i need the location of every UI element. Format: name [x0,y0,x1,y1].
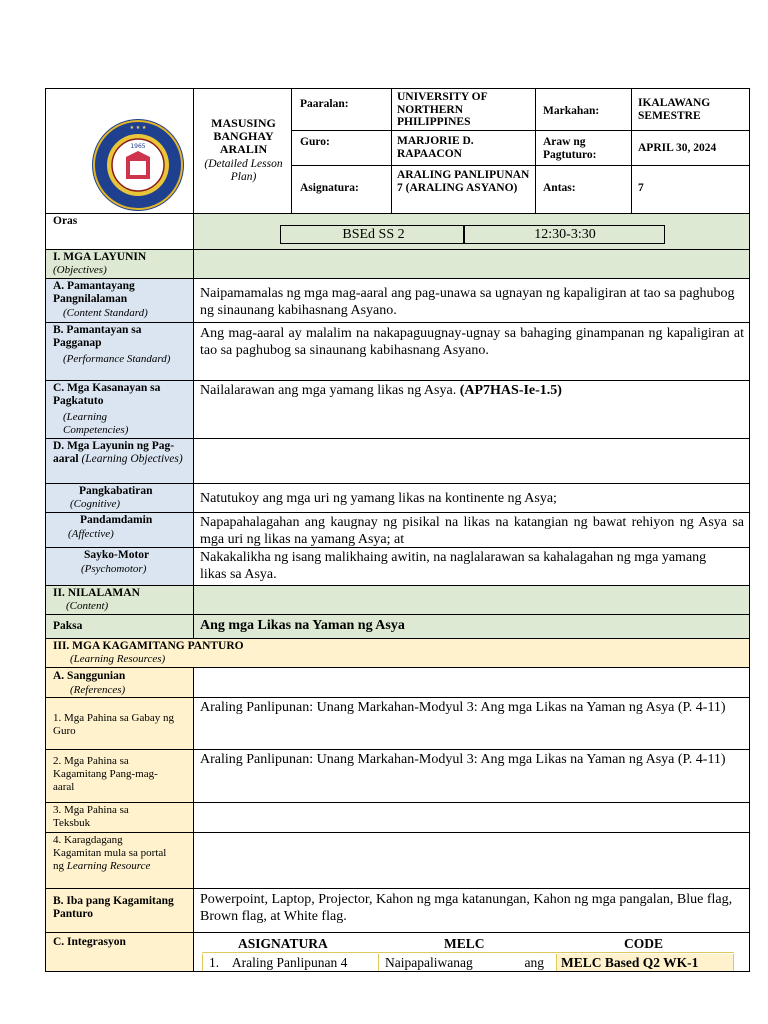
oras-label-cell: Oras [45,213,194,250]
integrasyon-text-cell [193,932,750,972]
objectives-text-cell [193,438,750,484]
kagamitan-text-cell: Araling Panlipunan: Unang Markahan-Modyul 3: Ang mga Likas na Yaman ng Asya (P. 4-11) [193,749,750,803]
cognitive-text-cell: Natutukoy ang mga uri ng yamang likas na kontinente ng Asya; [193,483,750,513]
logo-cell [45,88,194,214]
asignatura-label-cell: Asignatura: [291,165,392,214]
competency-text: Nailalarawan ang mga yamang likas ng Asya. (AP7HAS-Ie-1.5) [200,383,562,398]
araw-value-cell: APRIL 30, 2024 [631,130,750,166]
oras-value-cell [193,213,750,250]
integrasyon-label-cell: C. Integrasyon [45,932,194,972]
iba-label-cell: B. Iba pang Kagamitang Panturo [45,888,194,933]
integ-row-asignatura: 1. Araling Panlipunan 4 [202,954,379,972]
karagdagan-label-cell [45,832,194,889]
integ-row-code: MELC Based Q2 WK-1 [556,954,734,972]
plan-subtitle: (Detailed Lesson Plan) [204,158,283,183]
markahan-label-cell: Markahan: [535,88,632,131]
university-seal-logo [90,117,186,213]
sanggunian-text-cell [193,667,750,698]
kagamitan-heading-cell: III. MGA KAGAMITANG PANTURO (Learning Resources) [45,638,750,668]
paaralan-label-cell: Paaralan: [291,88,392,131]
antas-value-cell: 7 [631,165,750,214]
karagdagan-label: 4. Karagdagang Kagamitan mula sa portal ng Learning Resource [53,834,167,872]
teksbuk-text-cell [193,802,750,833]
cognitive-label-cell: Pangkabatiran (Cognitive) [45,483,194,513]
iba-text-cell: Powerpoint, Laptop, Projector, Kahon ng mga katanungan, Kahon ng mga pangalan, Blue flag, Brown flag, at White flag. [193,888,750,933]
competencies-text-cell [193,380,750,439]
antas-label-cell: Antas: [535,165,632,214]
content-std-text-cell: Naipamamalas ng mga mag-aaral ang pag-unawa sa ugnayan ng kapaligiran at tao sa paghubog ng sinaunang kabihasnang Asyano. [193,278,750,323]
nilalaman-heading-fill [193,585,750,615]
gabay-label-cell: 1. Mga Pahina sa Gabay ng Guro [45,697,194,750]
paaralan-value-cell: UNIVERSITY OF NORTHERN PHILIPPINES [391,88,536,131]
integ-header-underline [202,952,734,953]
markahan-value-cell: IKALAWANG SEMESTRE [631,88,750,131]
objectives-label: D. Mga Layunin ng Pag-aaral (Learning Objectives) [53,440,183,465]
integ-header-melc: MELC [444,936,485,951]
time-box: 12:30-3:30 [463,225,665,244]
affective-label-cell: Pandamdamin (Affective) [45,512,194,548]
svg-text:1965: 1965 [130,143,146,150]
guro-label-cell: Guro: [291,130,392,166]
psychomotor-label-cell: Sayko-Motor (Psychomotor) [45,547,194,586]
perf-std-label-cell: B. Pamantayan sa Pagganap (Performance Standard) [45,322,194,381]
content-std-label-cell: A. Pamantayang Pangnilalaman (Content Standard) [45,278,194,323]
integ-row-melc: Naipapaliwanag ang [378,954,557,972]
integ-header-asignatura: ASIGNATURA [238,936,328,951]
sanggunian-label-cell: A. Sanggunian (References) [45,667,194,698]
competencies-label-cell: C. Mga Kasanayan sa Pagkatuto (Learning Competencies) [45,380,194,439]
plan-title: MASUSING BANGHAY ARALIN [211,116,276,156]
asignatura-value-cell: ARALING PANLIPUNAN 7 (ARALING ASYANO) [391,165,536,214]
gabay-text-cell: Araling Panlipunan: Unang Markahan-Modyul 3: Ang mga Likas na Yaman ng Asya (P. 4-11) [193,697,750,750]
paksa-text-cell: Ang mga Likas na Yaman ng Asya [193,614,750,639]
kagamitan-label-cell: 2. Mga Pahina sa Kagamitang Pang-mag-aaral [45,749,194,803]
title-cell [193,88,292,214]
nilalaman-heading-cell: II. NILALAMAN (Content) [45,585,194,615]
psychomotor-text-cell: Nakakalikha ng isang malikhaing awitin, na naglalarawan sa kahalagahan ng mga yamang likas sa Asya. [193,547,750,586]
araw-label-cell: Araw ng Pagtuturo: [535,130,632,166]
karagdagan-text-cell [193,832,750,889]
paksa-label-cell: Paksa [45,614,194,639]
svg-text:★ ★ ★: ★ ★ ★ [129,125,147,131]
teksbuk-label-cell: 3. Mga Pahina sa Teksbuk [45,802,194,833]
objectives-label-cell [45,438,194,484]
guro-value-cell: MARJORIE D. RAPAACON [391,130,536,166]
integ-header-code: CODE [624,936,664,951]
layunin-heading-fill [193,249,750,279]
competency-code: (AP7HAS-Ie-1.5) [459,383,562,398]
affective-text-cell: Napapahalagahan ang kaugnay ng pisikal na likas na katangian ng bawat rehiyon ng Asya sa mga uri ng likas na yamang Asya; at [193,512,750,548]
perf-std-text-cell: Ang mag-aaral ay malalim na nakapaguugnay-ugnay sa bahaging ginampanan ng kapaligiran at tao sa paghubog sa sinaunang kabihasnang Asyano. [193,322,750,381]
section-box: BSEd SS 2 [280,225,465,244]
layunin-heading-cell: I. MGA LAYUNIN (Objectives) [45,249,194,279]
